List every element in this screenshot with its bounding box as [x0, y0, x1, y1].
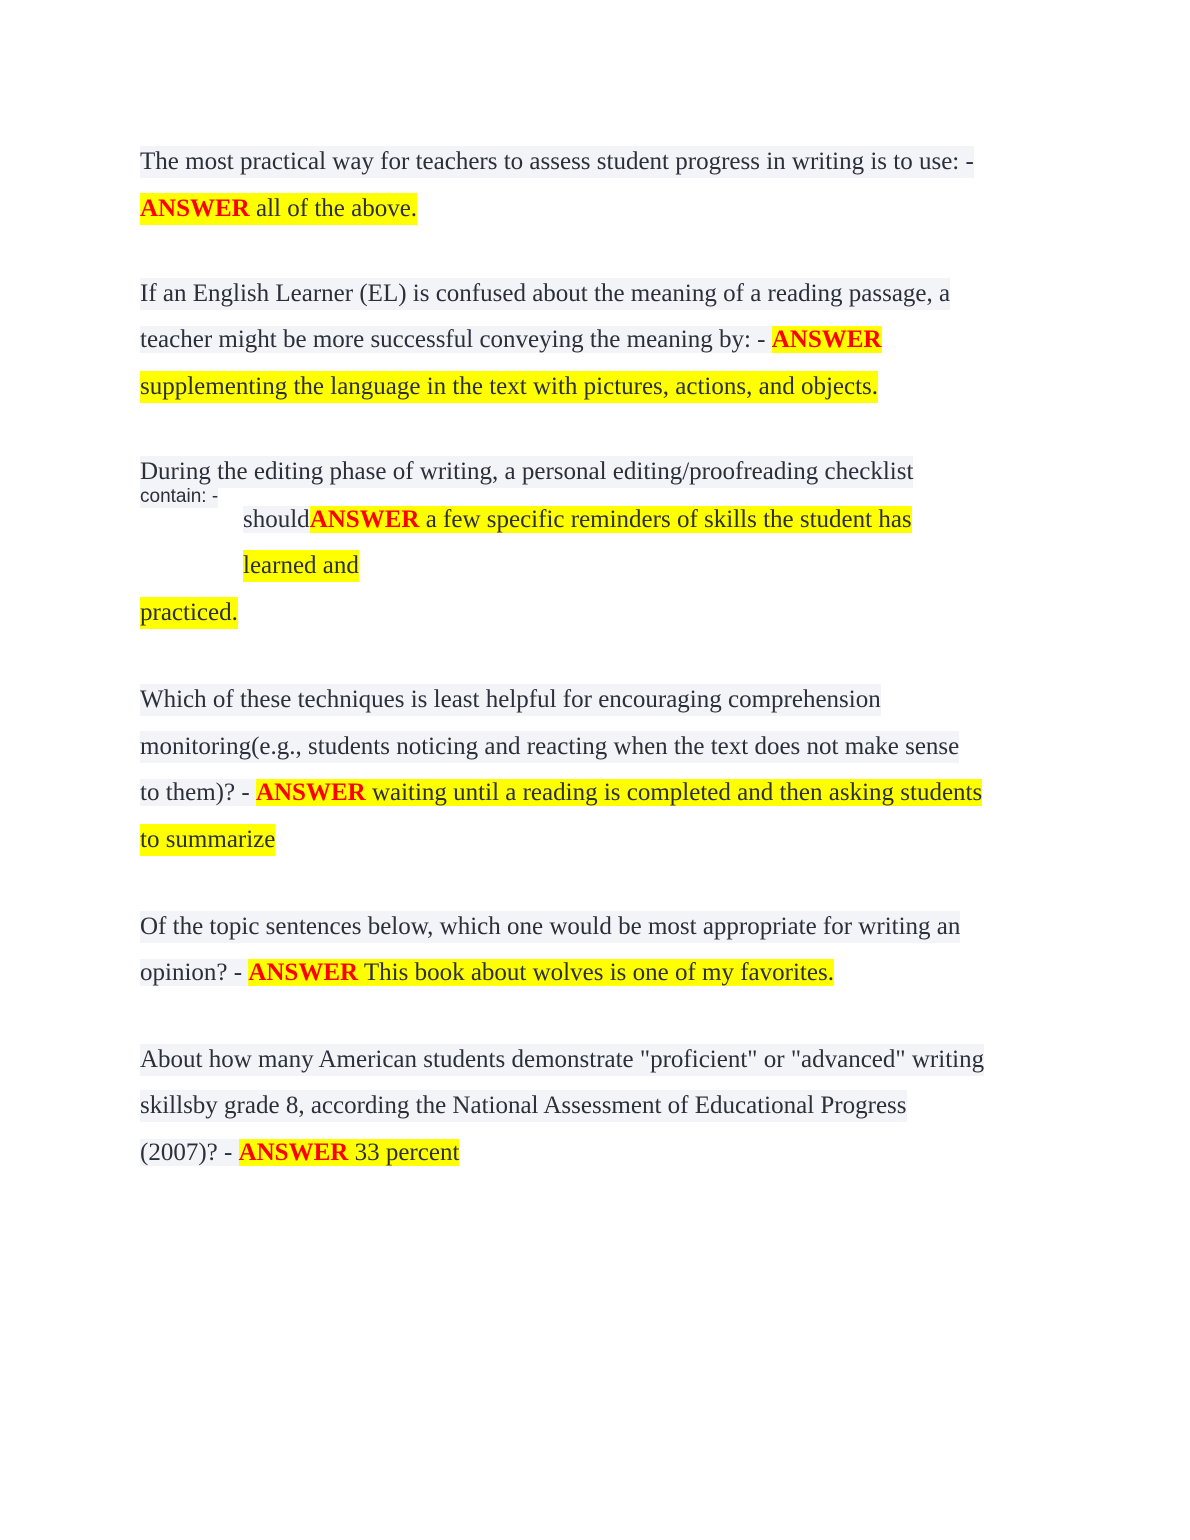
answer-label: ANSWER: [255, 779, 366, 806]
question-2-line-1: If an English Learner (EL) is confused about the meaning of a reading passage, a: [140, 278, 950, 310]
answer-4-line-2: to summarize: [140, 824, 275, 856]
answer-label: ANSWER: [238, 1139, 349, 1166]
question-2-line-2: teacher might be more successful conveying the meaning by: -: [140, 326, 772, 353]
question-3-line-2: contain: -: [140, 486, 219, 507]
question-4-line-3-row: [140, 777, 982, 809]
question-6-line-3: (2007)? -: [140, 1139, 239, 1166]
answer-4-line-1: waiting until a reading is completed and then asking students: [365, 779, 983, 806]
question-6-line-2: skillsby grade 8, according the National Assessment of Educational Progress: [140, 1090, 907, 1122]
question-6-line-1: About how many American students demonstrate "proficient" or "advanced" writing: [140, 1044, 984, 1076]
answer-1: [140, 193, 417, 225]
answer-label: ANSWER: [309, 506, 420, 533]
question-3-line-3-row: [243, 504, 912, 536]
question-5-line-2-row: [140, 957, 834, 989]
answer-label: ANSWER: [248, 959, 359, 986]
answer-1-text: all of the above.: [249, 195, 418, 222]
answer-label: ANSWER: [140, 195, 250, 222]
answer-2-text: supplementing the language in the text with pictures, actions, and objects.: [140, 371, 878, 403]
answer-6-text: 33 percent: [348, 1139, 460, 1166]
question-3-line-1: During the editing phase of writing, a personal editing/proofreading checklist: [140, 456, 913, 488]
question-4-line-2: monitoring(e.g., students noticing and reacting when the text does not make sense: [140, 731, 959, 763]
answer-3-line-2: learned and: [243, 550, 359, 582]
answer-label: ANSWER: [771, 326, 882, 353]
question-5-line-2: opinion? -: [140, 959, 249, 986]
question-5-line-1: Of the topic sentences below, which one would be most appropriate for writing an: [140, 911, 960, 943]
question-3-line-3: should: [243, 506, 310, 533]
question-1-line-1: The most practical way for teachers to assess student progress in writing is to use: -: [140, 146, 974, 178]
question-4-line-3: to them)? -: [140, 779, 256, 806]
question-6-line-3-row: [140, 1137, 459, 1169]
answer-3-line-1: a few specific reminders of skills the student has: [419, 506, 912, 533]
answer-5-text: This book about wolves is one of my favorites.: [358, 959, 834, 986]
question-4-line-1: Which of these techniques is least helpful for encouraging comprehension: [140, 684, 881, 716]
answer-3-line-3: practiced.: [140, 597, 238, 629]
question-2-line-2-row: [140, 324, 882, 356]
